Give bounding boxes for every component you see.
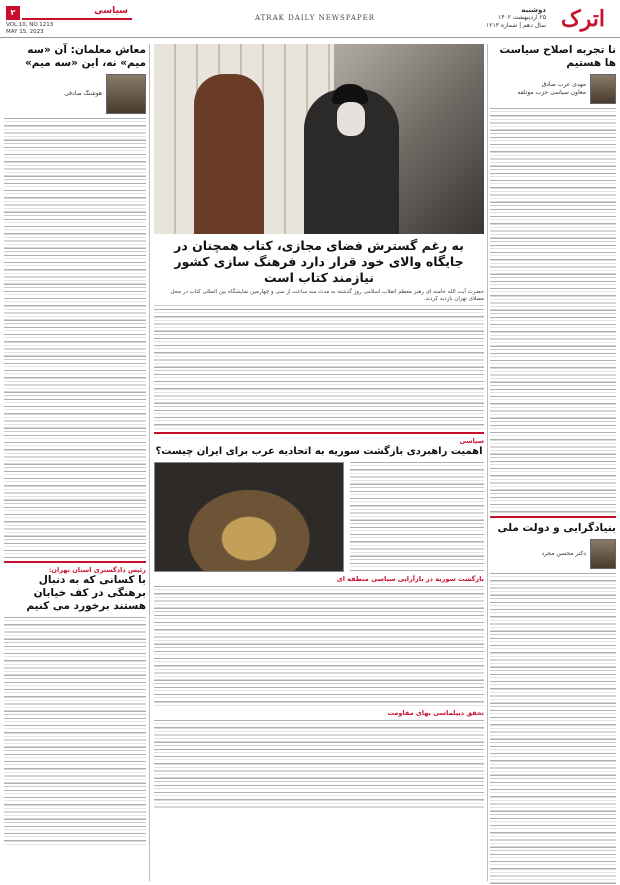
volume-number: VOL.10, NO.1213 [6, 22, 54, 28]
author-role: معاون سیاسی حزب موتلفه [517, 89, 586, 96]
issue-date [486, 6, 546, 30]
author-photo [590, 539, 616, 569]
main-photo [154, 44, 484, 234]
article-layout [154, 462, 484, 572]
turban [332, 84, 368, 104]
article-title: نا تجربه اصلاح سیاست ها هستیم [499, 44, 616, 69]
article-body [154, 309, 484, 429]
author-name: مهدی عرب صادق [541, 81, 586, 88]
article-body [490, 108, 616, 513]
middle-column [154, 44, 484, 885]
subheading: تحقق دیپلماسی بهای مقاومت [387, 709, 484, 717]
subheading: بازگشت سوریه در بازآرایی سیاسی منطقه ای [336, 575, 484, 583]
right-column [490, 44, 616, 885]
divider [154, 432, 484, 434]
author-block [490, 74, 616, 104]
left-column [4, 44, 146, 885]
newspaper-logo: اترک [560, 6, 606, 32]
page-number: ۲ [6, 6, 20, 20]
volume-date: MAY 15, 2023 [6, 29, 44, 35]
section-label: سیاسی [22, 6, 132, 20]
article-kicker: رئیس دادگستری استان تهران: [48, 566, 146, 574]
author-photo [106, 74, 146, 114]
divider [149, 44, 150, 881]
volume-info [6, 22, 53, 36]
header [0, 0, 620, 38]
face [337, 102, 365, 136]
author-name: هوشنگ صادقی [64, 90, 102, 97]
article-body [154, 720, 484, 810]
article-headline: اهمیت راهبردی بازگشت سوریه به اتحادیه عرب برای ایران چیست؟ [155, 446, 483, 457]
article-body [490, 573, 616, 885]
masthead: ATRAK DAILY NEWSPAPER [254, 14, 376, 22]
divider [4, 561, 146, 563]
author-block [4, 74, 146, 114]
arab-league-photo [154, 462, 344, 572]
issue-date-fa: ۲۵ اردیبهشت ۱۴۰۲ [498, 14, 546, 21]
article-title: بنیادگرایی و دولت ملی [497, 522, 616, 534]
photo-caption: حضرت آیت الله خامنه ای رهبر معظم انقلاب اسلامی روز گذشته به مدت سه ساعت از سی و چهارمین نمایشگاه بین المللی کتاب در محل مصلای تهران بازدید کردند. [154, 289, 484, 306]
section-kicker: سیاسی [459, 437, 484, 445]
article-body [350, 462, 484, 572]
article-body [4, 617, 146, 847]
article-title: با کسانی که به دنبال برهنگی در کف خیابان هستند برخورد می کنیم [26, 574, 146, 612]
reporter-figure [194, 74, 264, 234]
issue-day: دوشنبه [521, 6, 546, 14]
article-body [154, 586, 484, 706]
author-block [490, 539, 616, 569]
divider [490, 516, 616, 518]
main-headline: به رغم گسترش فضای مجازی، کتاب همچنان در جایگاه والای خود قرار دارد فرهنگ سازی کشور نیازمند کتاب است [174, 238, 464, 285]
article-title: معاش معلمان: آن «سه میم» نه، این «سه میم» [25, 44, 146, 69]
divider [487, 44, 488, 881]
author-name: دکتر محسن مجرد [541, 550, 586, 557]
article-body [4, 118, 146, 558]
author-photo [590, 74, 616, 104]
issue-number: سال دهم | شماره ۱۲۱۳ [486, 22, 546, 29]
